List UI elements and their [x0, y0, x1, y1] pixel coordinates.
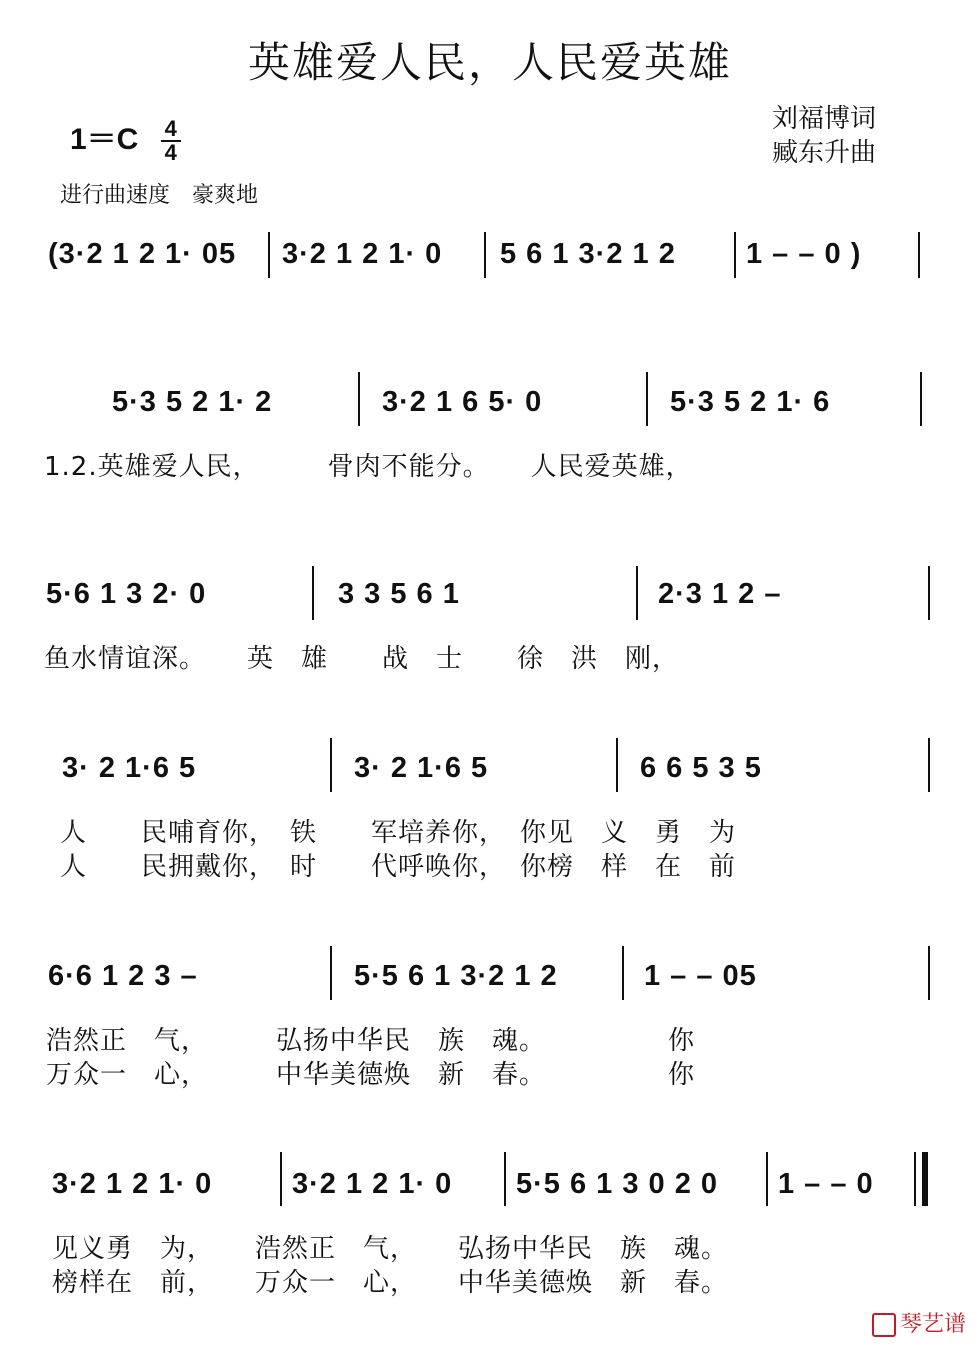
- lyrics-line: 榜样在 前， 万众一 心， 中华美德焕 新 春。: [52, 1268, 729, 1298]
- logo-icon: [872, 1313, 896, 1337]
- measure-notes: 6 6 5 3 5: [640, 752, 762, 784]
- watermark-logo: [872, 1307, 966, 1338]
- time-bottom: 4: [164, 140, 177, 166]
- lyrics-line: 1.2.英雄爱人民， 骨肉不能分。 人民爱英雄，: [44, 452, 693, 482]
- measure-notes: 3· 2 1·6 5: [62, 752, 197, 784]
- measure-notes: 5·3 5 2 1· 2: [112, 386, 273, 418]
- measure-notes: 5·3 5 2 1· 6: [670, 386, 831, 418]
- tempo-marking: 进行曲速度 豪爽地: [60, 183, 259, 208]
- measure-notes: 5·6 1 3 2· 0: [46, 578, 207, 610]
- time-signature: [161, 118, 181, 164]
- measure-notes: 3·2 1 2 1· 0: [282, 238, 443, 270]
- key-label: 1＝C: [70, 123, 139, 156]
- lyrics-line: 万众一 心， 中华美德焕 新 春。 你: [46, 1060, 696, 1090]
- measure-notes: 1 – – 0 ): [746, 238, 862, 270]
- measure-notes: 3· 2 1·6 5: [354, 752, 489, 784]
- lyrics-line: 鱼水情谊深。 英 雄 战 士 徐 洪 刚，: [44, 644, 680, 674]
- lyrics-line: 见义勇 为， 浩然正 气， 弘扬中华民 族 魂。: [52, 1234, 729, 1264]
- watermark-text: 琴艺谱: [899, 1312, 966, 1337]
- key-signature: [70, 114, 181, 164]
- measure-notes: 5 6 1 3·2 1 2: [500, 238, 676, 270]
- measure-notes: 3·2 1 2 1· 0: [292, 1168, 453, 1200]
- measure-notes: 2·3 1 2 –: [658, 578, 782, 610]
- measure-notes: 3·2 1 6 5· 0: [382, 386, 543, 418]
- measure-notes: 5·5 6 1 3·2 1 2: [354, 960, 558, 992]
- measure-notes: 3 3 5 6 1: [338, 578, 460, 610]
- composer-credit: 臧东升曲: [772, 138, 877, 168]
- time-top: 4: [164, 116, 177, 142]
- song-title: 英雄爱人民，人民爱英雄: [247, 38, 732, 87]
- lyrics-line: 人 民拥戴你， 时 代呼唤你， 你榜 样 在 前: [60, 852, 737, 882]
- lyricist-credit: 刘福博词: [772, 104, 877, 134]
- lyrics-line: 人 民哺育你， 铁 军培养你， 你见 义 勇 为: [60, 818, 737, 848]
- measure-notes: 1 – – 05: [644, 960, 757, 992]
- measure-notes: 6·6 1 2 3 –: [48, 960, 198, 992]
- measure-notes: (3·2 1 2 1· 05: [48, 238, 237, 270]
- lyrics-line: 浩然正 气， 弘扬中华民 族 魂。 你: [46, 1026, 696, 1056]
- measure-notes: 1 – – 0: [778, 1168, 874, 1200]
- measure-notes: 5·5 6 1 3 0 2 0: [516, 1168, 719, 1200]
- measure-notes: 3·2 1 2 1· 0: [52, 1168, 213, 1200]
